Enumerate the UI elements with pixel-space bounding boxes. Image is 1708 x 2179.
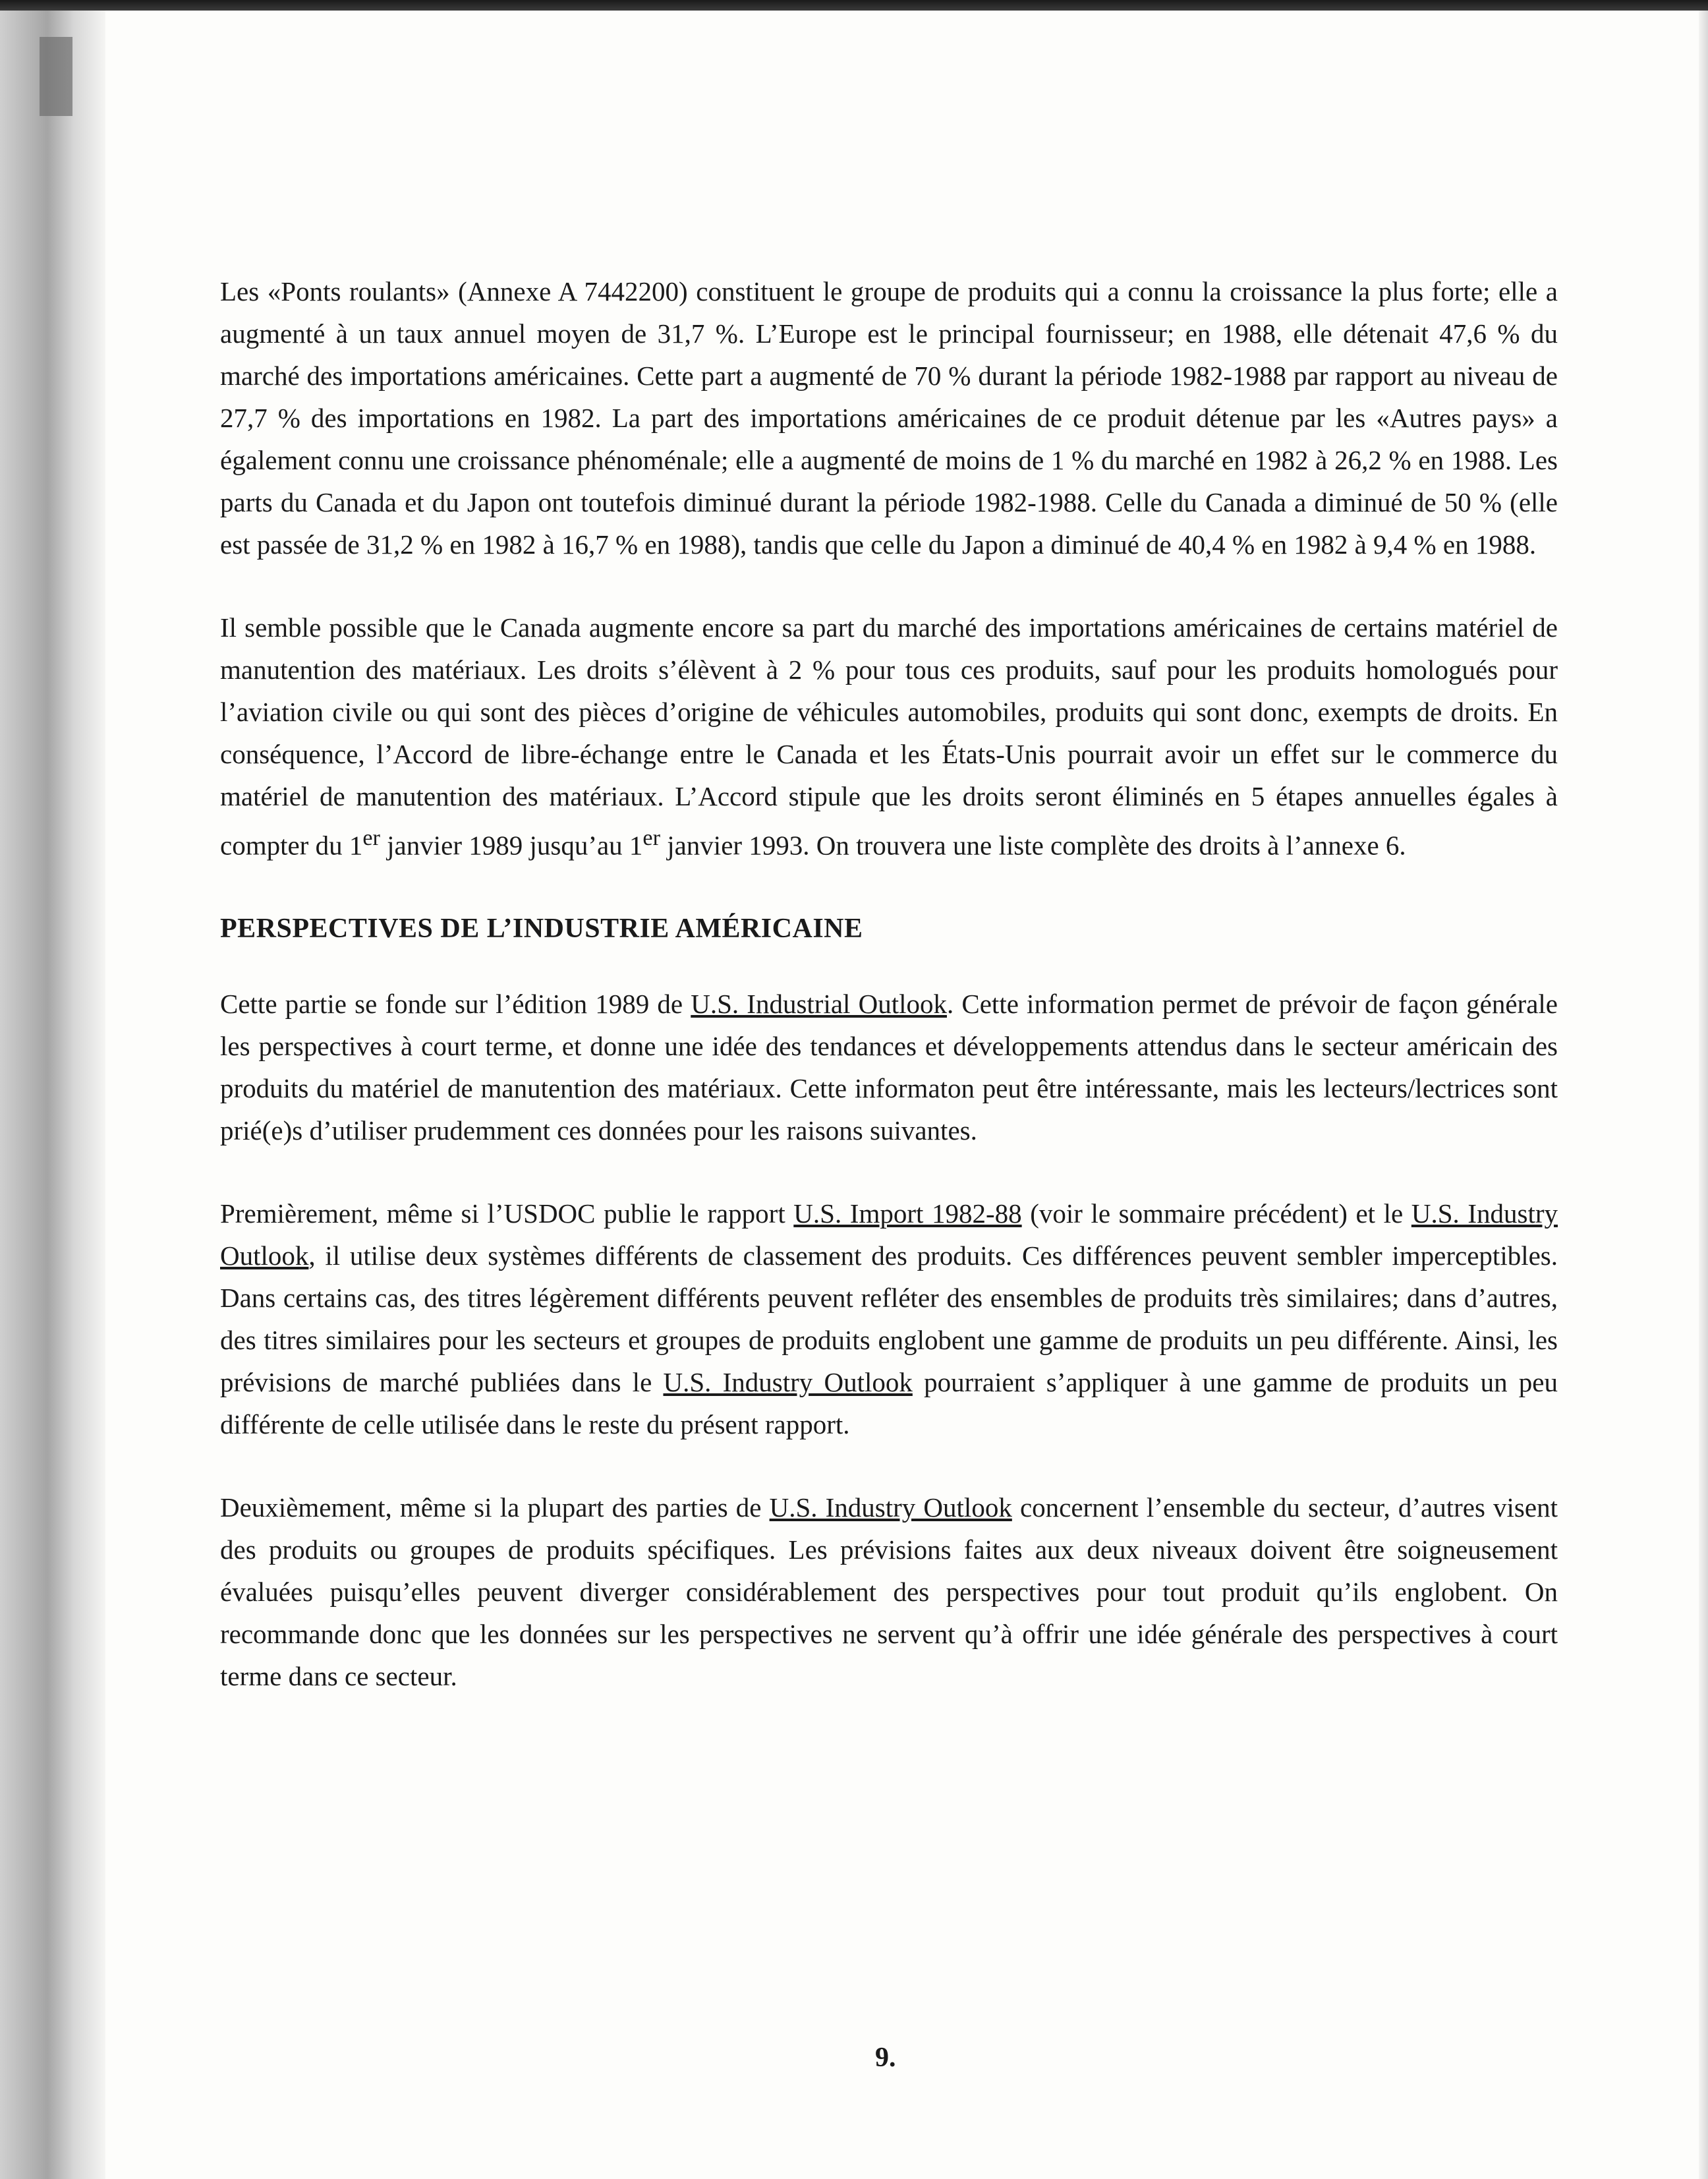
publication-title: U.S. Industry Outlook [220,1198,1558,1271]
paragraph-text: Premièrement, même si l’USDOC publie le rapport [220,1198,794,1229]
paragraph-text: janvier 1989 jusqu’au 1 [380,830,643,861]
publication-title: U.S. Industry Outlook [663,1366,913,1397]
scan-binding-edge [0,11,105,2179]
scan-binding-shadow [40,37,72,116]
page-number: 9. [875,2043,896,2073]
section-heading: PERSPECTIVES DE L’INDUSTRIE AMÉRICAINE [220,913,863,944]
paragraph-second-reason [220,1486,1558,1697]
paragraph-text: janvier 1993. On trouvera une liste complète des droits à l’annexe 6. [660,830,1406,861]
scan-top-edge [0,0,1708,11]
publication-title: U.S. Industrial Outlook [691,988,947,1019]
paragraph-text: pourraient s’appliquer à une gamme de produits un peu différente de celle utilisée dans le reste du présent rapport. [220,1366,1558,1439]
paragraph-first-reason [220,1192,1558,1445]
paragraph-text: (voir le sommaire précédent) et le [1021,1198,1411,1229]
paragraph-industrial-outlook-source [220,983,1558,1151]
paragraph-text: . Cette information permet de prévoir de façon générale les perspectives à court terme, et donne une idée des tendances et développements attendus dans le secteur américain des produits du matériel de manutention des matériaux. Cette informaton peut être intéressante, mais les lecteurs/lectrices sont prié(e)s d’utiliser prudemment ces données pour les raisons suivantes. [220,988,1558,1146]
paragraph-text: Deuxièmement, même si la plupart des parties de [220,1492,770,1523]
paragraph-canada-market-share [220,606,1558,867]
paragraph-text: , il utilise deux systèmes différents de classement des produits. Ces différences peuvent sembler imperceptibles. Dans certains cas, des titres légèrement différents peuvent refléter des ensembles de produits très similaires; dans d’autres, des titres similaires pour les secteurs et groupes de produits englobent une gamme de produits un peu différente. Ainsi, les prévisions de marché publiées dans le [220,1240,1558,1397]
paragraph-text: concernent l’ensemble du secteur, d’autres visent des produits ou groupes de produits spécifiques. Les prévisions faites aux deux niveaux doivent être soigneusement évaluées puisqu’elles peuvent diverger considérablement des perspectives pour tout produit qu’ils englobent. On recommande donc que les données sur les perspectives ne servent qu’à offrir une idée générale des perspectives à court terme dans ce secteur. [220,1492,1558,1691]
document-body [220,270,1558,1738]
publication-title: U.S. Import 1982-88 [793,1198,1022,1229]
superscript-er: er [362,826,380,850]
paragraph-text: Les «Ponts roulants» (Annexe A 7442200) constituent le groupe de produits qui a connu la croissance la plus forte; elle a augmenté à un taux annuel moyen de 31,7 %. L’Europe est le principal fournisseur; en 1988, elle détenait 47,6 % du marché des importations américaines. Cette part a augmenté de 70 % durant la période 1982-1988 par rapport au niveau de 27,7 % des importations en 1982. La part des importations américaines de ce produit détenue par les «Autres pays» a également connu une croissance phénoménale; elle a augmenté de moins de 1 % du marché en 1982 à 26,2 % en 1988. Les parts du Canada et du Japon ont toutefois diminué durant la période 1982-1988. Celle du Canada a diminué de 50 % (elle est passée de 31,2 % en 1982 à 16,7 % en 1988), tandis que celle du Japon a diminué de 40,4 % en 1982 à 9,4 % en 1988. [220,276,1558,560]
publication-title: U.S. Industry Outlook [769,1492,1012,1523]
scan-right-edge [1699,11,1708,2179]
paragraph-ponts-roulants [220,270,1558,566]
paragraph-text: Cette partie se fonde sur l’édition 1989 de [220,988,691,1019]
paragraph-text: Il semble possible que le Canada augmente encore sa part du marché des importations américaines de certains matériel de manutention des matériaux. Les droits s’élèvent à 2 % pour tous ces produits, sauf pour les produits homologués pour l’aviation civile ou qui sont des pièces d’origine de véhicules automobiles, produits qui sont donc, exempts de droits. En conséquence, l’Accord de libre-échange entre le Canada et les États-Unis pourrait avoir un effet sur le commerce du matériel de manutention des matériaux. L’Accord stipule que les droits seront éliminés en 5 étapes annuelles égales à compter du 1 [220,612,1558,861]
superscript-er: er [642,826,660,850]
